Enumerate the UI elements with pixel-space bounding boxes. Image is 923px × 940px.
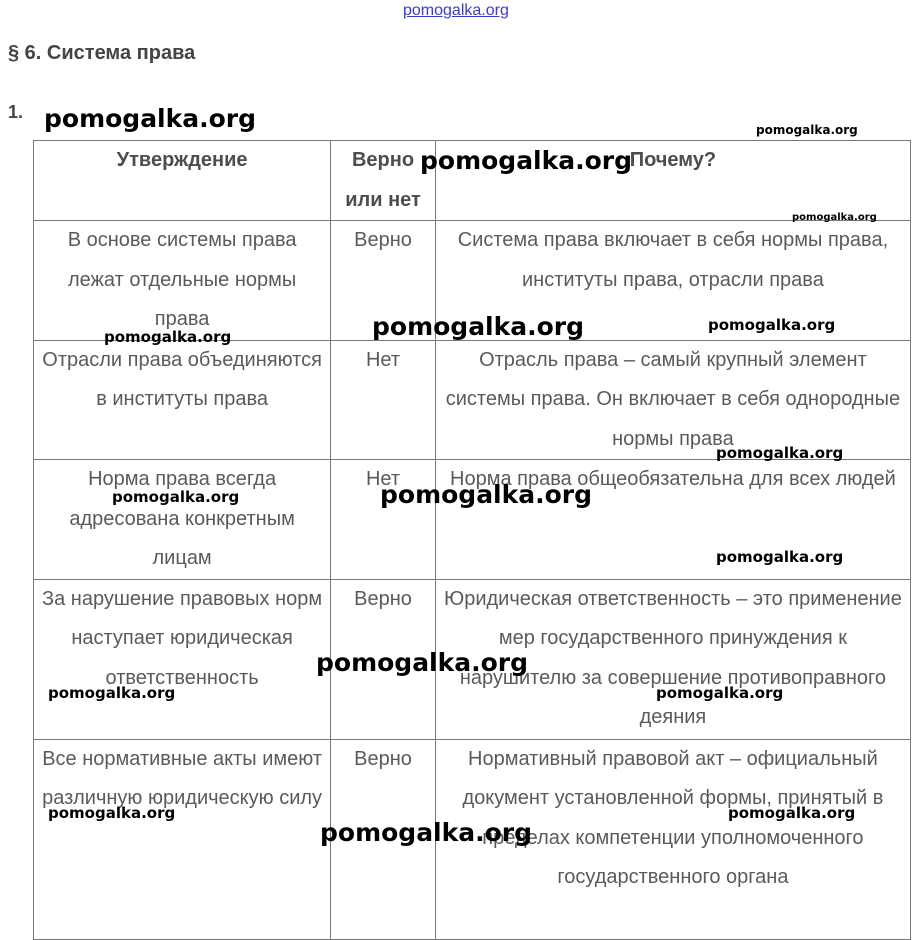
table-row [34, 340, 911, 460]
statement-cell: Все нормативные акты имеют различную юридическую силу [34, 739, 331, 939]
reason-cell: Система права включает в себя нормы права, институты права, отрасли права [435, 221, 910, 341]
watermark: pomogalka.org [104, 328, 232, 346]
watermark: pomogalka.org [48, 804, 176, 822]
watermark: pomogalka.org [420, 146, 633, 175]
watermark: pomogalka.org [716, 444, 844, 462]
watermark: pomogalka.org [320, 818, 533, 847]
reason-cell: Нормативный правовой акт – официальный документ установленной формы, принятый в пределах компетенции уполномоченного государственного органа [435, 739, 910, 939]
statement-cell: В основе системы права лежат отдельные нормы права [34, 221, 331, 341]
verdict-cell: Верно [331, 221, 436, 341]
watermark: pomogalka.org [380, 480, 593, 509]
header-statement: Утверждение [34, 141, 331, 221]
watermark: pomogalka.org [48, 684, 176, 702]
watermark: pomogalka.org [372, 312, 585, 341]
statement-cell: Отрасли права объединяются в институты права [34, 340, 331, 460]
header-true-false: Верно или нет [331, 141, 436, 221]
reason-cell: Отрасль права – самый крупный элемент системы права. Он включает в себя однородные нормы права [435, 340, 910, 460]
verdict-cell: Нет [331, 340, 436, 460]
statement-cell: Норма права всегда адресована конкретным лицам [34, 460, 331, 580]
reason-cell: Юридическая ответственность – это применение мер государственного принуждения к нарушителю за совершение противоправного деяния [435, 579, 910, 739]
watermark: pomogalka.org [792, 212, 877, 223]
watermark: pomogalka.org [756, 123, 858, 137]
watermark: pomogalka.org [44, 104, 257, 133]
verdict-cell: Нет [331, 460, 436, 580]
task-number: 1. [8, 102, 24, 122]
watermark: pomogalka.org [708, 316, 836, 334]
watermark: pomogalka.org [728, 804, 856, 822]
watermark: pomogalka.org [716, 548, 844, 566]
verdict-cell: Верно [331, 579, 436, 739]
section-heading: § 6. Система права [8, 42, 196, 64]
watermark: pomogalka.org [112, 488, 240, 506]
watermark: pomogalka.org [656, 684, 784, 702]
verdict-cell: Верно [331, 739, 436, 939]
watermark-top-link[interactable]: pomogalka.org [403, 2, 509, 19]
statement-cell: За нарушение правовых норм наступает юридическая ответственность [34, 579, 331, 739]
reason-cell: Норма права общеобязательна для всех людей [435, 460, 910, 580]
watermark: pomogalka.org [316, 648, 529, 677]
header-why: Почему? [435, 141, 910, 221]
